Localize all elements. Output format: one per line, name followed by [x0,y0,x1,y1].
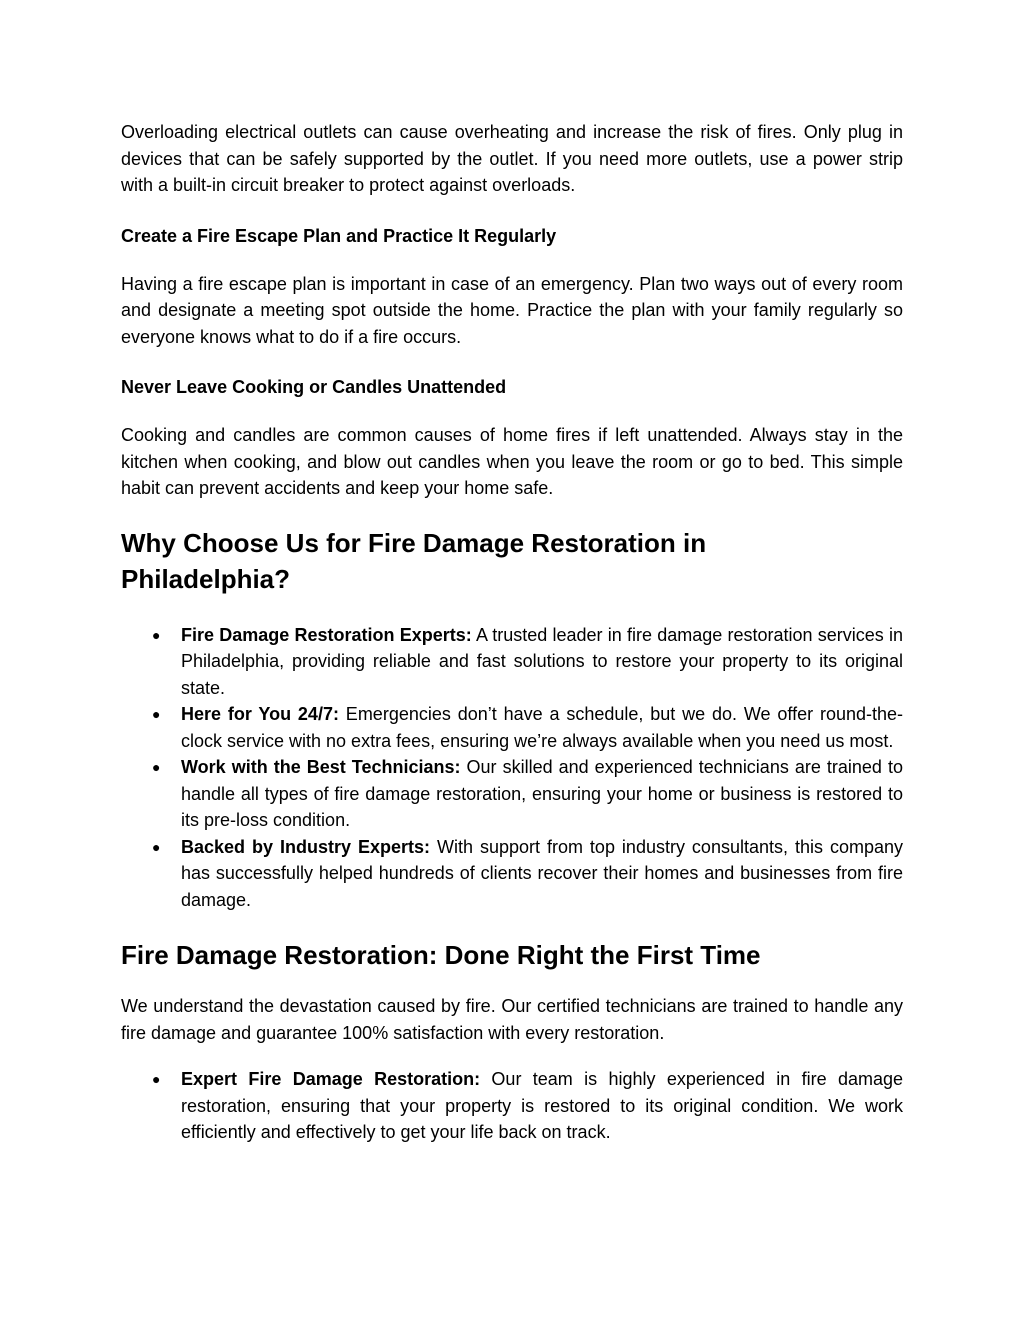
paragraph-outlets: Overloading electrical outlets can cause overheating and increase the risk of fires. Only plug in devices that can be safely supported by the outlet. If you need more outlets, use a power strip with a built-in circuit breaker to protect against overloads. [121,122,903,195]
list-item-text: With support from top industry consultants, this company has successfully helped hundreds of clients recover their homes and businesses from fire damage. [181,836,903,910]
list-item-text: A trusted leader in fire damage restoration services in Philadelphia, providing reliable and fast solutions to restore your property to its original state. [181,624,903,698]
document-page [121,119,903,1146]
heading-done-right: Fire Damage Restoration: Done Right the First Time [121,940,761,970]
heading-why-choose-us: Why Choose Us for Fire Damage Restoration in Philadelphia? [121,527,707,594]
why-choose-us-list [121,622,903,914]
list-item-title: Backed by Industry Experts: [181,836,430,857]
bullet-icon: ● [152,838,161,855]
list-item-text: Emergencies don’t have a schedule, but we do. We offer round-the-clock service with no extra fees, ensuring we’re always available when you need us most. [181,704,904,751]
paragraph-escape-plan: Having a fire escape plan is important in case of an emergency. Plan two ways out of every room and designate a meeting spot outside the home. Practice the plan with your family regularly so everyone knows what to do if a fire occurs. [121,273,903,347]
heading-fire-escape-plan: Create a Fire Escape Plan and Practice It Regularly [121,225,557,246]
list-item-text: Our skilled and experienced technicians are trained to handle all types of fire damage restoration, ensuring your home or business is restored to its pre-loss condition. [181,757,903,830]
bullet-icon: ● [152,1071,161,1087]
paragraph-understand-devastation: We understand the devastation caused by fire. Our certified technicians are trained to handle any fire damage and guarantee 100% satisfaction with every restoration. [121,996,903,1043]
list-item [121,754,903,834]
list-item-title: Work with the Best Technicians: [181,757,461,777]
list-item-text: Our team is highly experienced in fire damage restoration, ensuring that your property is restored to its original condition. We work efficiently and effectively to get your life back on track. [181,1069,903,1142]
list-item [121,1066,903,1146]
list-item-title: Here for You 24/7: [181,704,339,724]
list-item-title: Expert Fire Damage Restoration: [181,1069,481,1089]
bullet-icon: ● [152,706,161,722]
list-item [121,834,903,914]
bullet-icon: ● [152,626,161,643]
list-item [121,622,903,702]
paragraph-cooking-candles: Cooking and candles are common causes of home fires if left unattended. Always stay in the kitchen when cooking, and blow out candles when you leave the room or go to bed. This simple habit can prevent accidents and keep your home safe. [121,425,903,498]
done-right-list [121,1066,903,1146]
list-item [121,701,903,754]
heading-cooking-candles: Never Leave Cooking or Candles Unattended [121,377,507,397]
bullet-icon: ● [152,759,161,775]
list-item-title: Fire Damage Restoration Experts: [181,624,472,645]
